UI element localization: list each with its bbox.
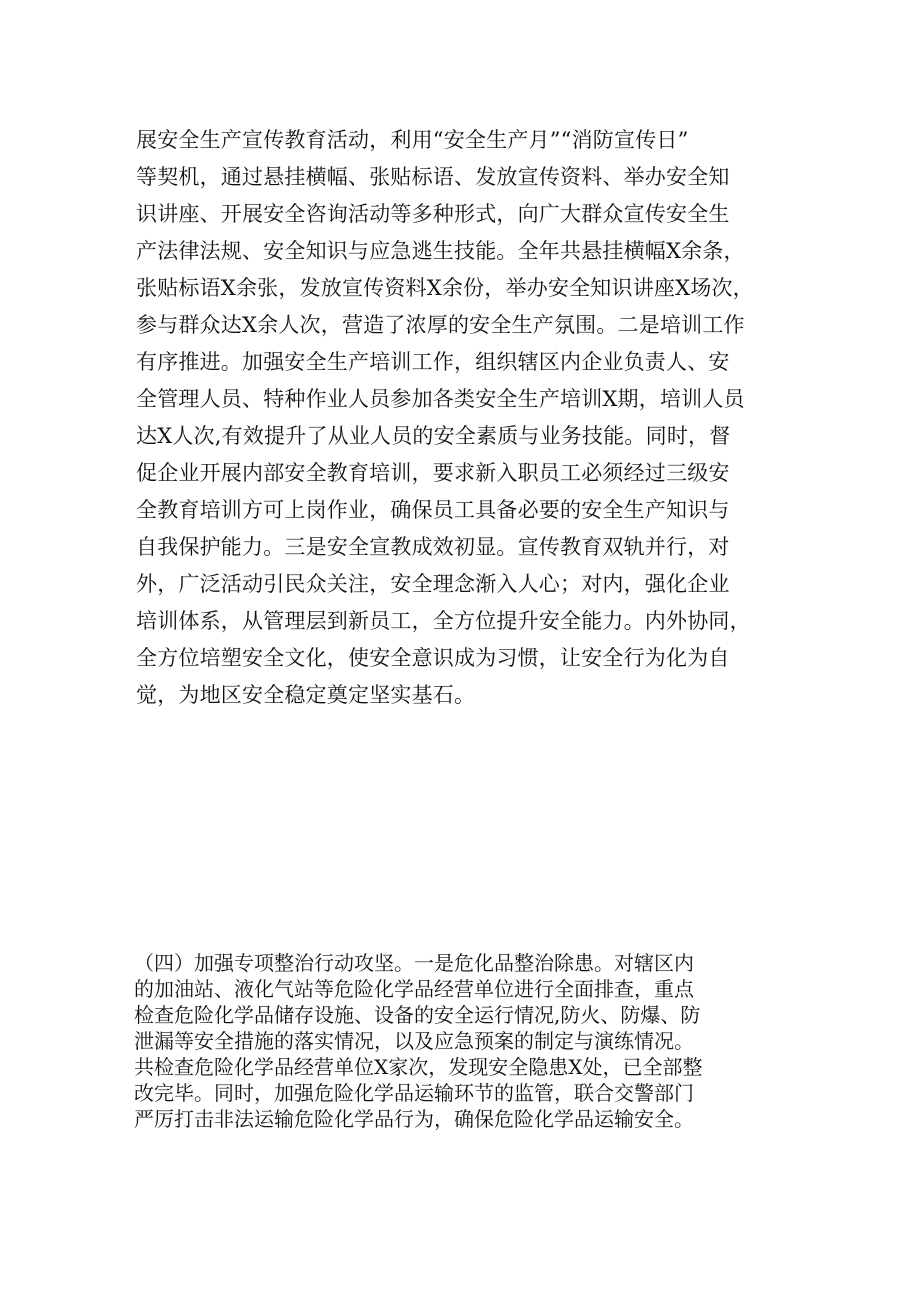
text-line: 全管理人员、特种作业人员参加各类安全生产培训X期，培训人员: [136, 387, 745, 411]
text-line: 泄漏等安全措施的落实情况，以及应急预案的制定与演练情况。: [134, 1029, 694, 1053]
text-line: 识讲座、开展安全咨询活动等多种形式，向广大群众宣传安全生: [136, 202, 730, 226]
text-line: 张贴标语X余张，发放宣传资料X余份，举办安全知识讲座X场次，: [136, 276, 754, 300]
text-line: 全方位培塑安全文化，使安全意识成为习惯，让安全行为化为自: [136, 646, 730, 670]
text-line: 达X人次,有效提升了从业人员的安全素质与业务技能。同时，督: [136, 424, 731, 448]
text-line: 展安全生产宣传教育活动，利用“安全生产月”“消防宣传日”: [136, 128, 689, 152]
paragraph-special-rectification: [134, 950, 804, 1132]
text-line: 促企业开展内部安全教育培训，要求新入职员工必须经过三级安: [136, 461, 730, 485]
text-line: 自我保护能力。三是安全宣教成效初显。宣传教育双轨并行，对: [136, 535, 730, 559]
text-line: 外，广泛活动引民众关注，安全理念渐入人心；对内，强化企业: [136, 572, 730, 596]
text-line: 参与群众达X余人次，营造了浓厚的安全生产氛围。二是培训工作: [136, 313, 745, 337]
section-heading-line: （四）加强专项整治行动攻坚。一是危化品整治除患。对辖区内: [134, 951, 694, 975]
text-line: 有序推进。加强安全生产培训工作，组织辖区内企业负责人、安: [136, 350, 730, 374]
text-line: 的加油站、液化气站等危险化学品经营单位进行全面排查，重点: [134, 977, 694, 1001]
text-line: 培训体系，从管理层到新员工，全方位提升安全能力。内外协同，: [136, 609, 751, 633]
text-line: 检查危险化学品储存设施、设备的安全运行情况,防火、防爆、防: [134, 1003, 701, 1027]
text-line: 等契机，通过悬挂横幅、张贴标语、发放宣传资料、举办安全知: [136, 165, 730, 189]
text-line: 产法律法规、安全知识与应急逃生技能。全年共悬挂横幅X余条，: [136, 239, 745, 263]
text-line: 共检查危险化学品经营单位X家次，发现安全隐患X处，已全部整: [134, 1055, 703, 1079]
text-line: 严厉打击非法运输危险化学品行为，确保危险化学品运输安全。: [134, 1107, 694, 1131]
text-line: 觉，为地区安全稳定奠定坚实基石。: [136, 683, 476, 707]
text-line: 改完毕。同时，加强危险化学品运输环节的监管，联合交警部门: [134, 1081, 694, 1105]
text-line: 全教育培训方可上岗作业，确保员工具备必要的安全生产知识与: [136, 498, 730, 522]
paragraph-safety-education: [136, 122, 796, 714]
